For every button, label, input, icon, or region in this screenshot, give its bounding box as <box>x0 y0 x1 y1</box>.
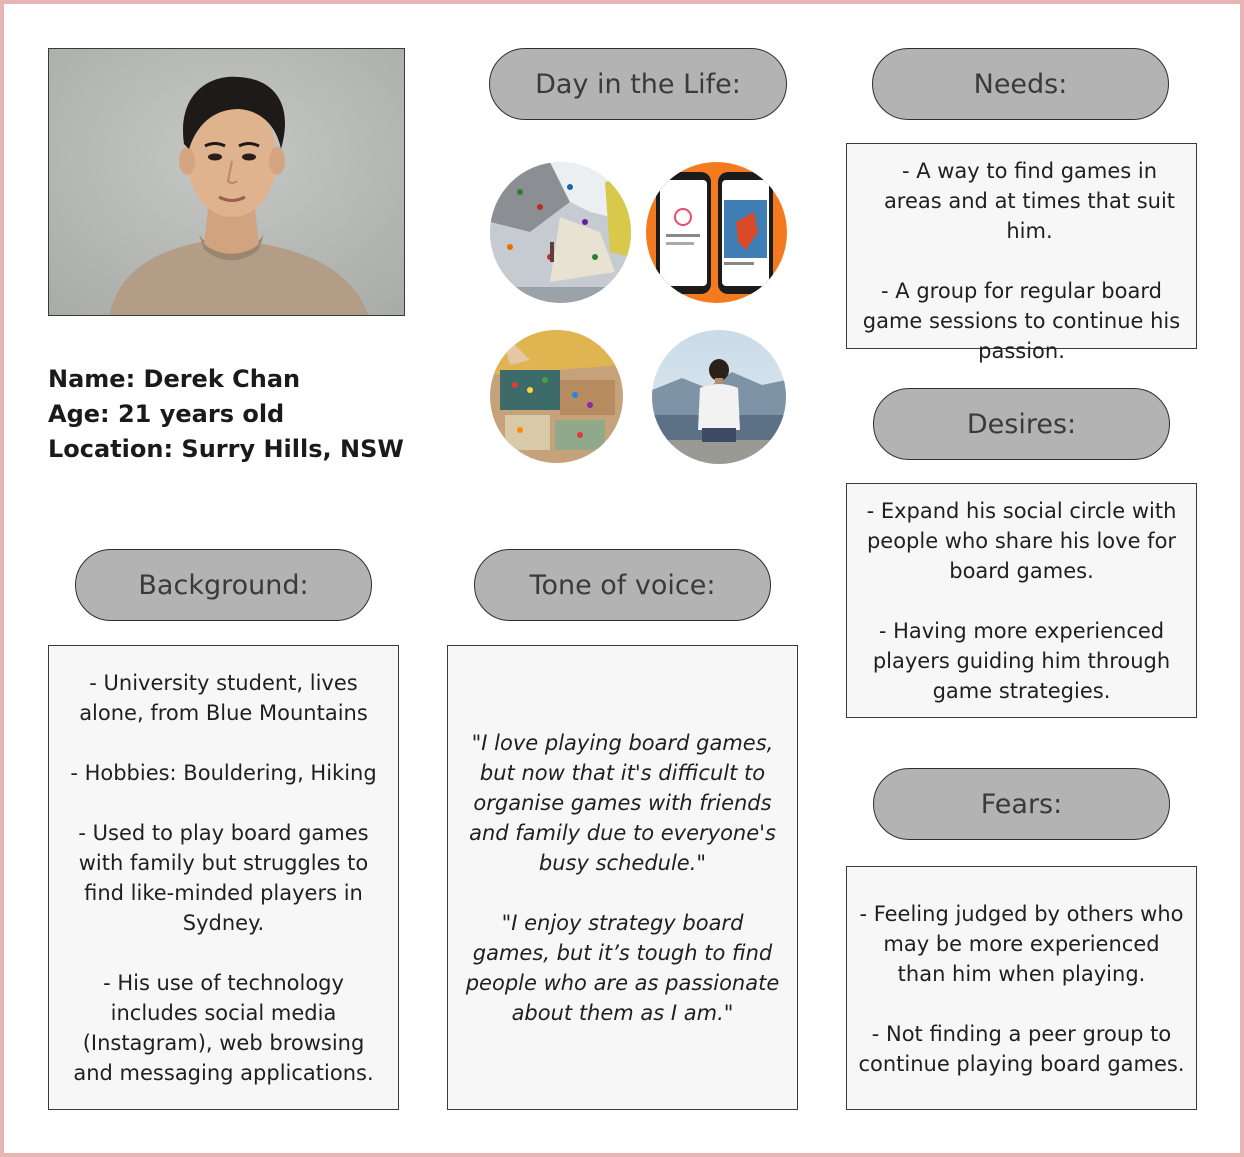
day-in-life-heading-label: Day in the Life: <box>535 68 741 100</box>
background-heading-label: Background: <box>138 569 309 601</box>
hiking-illustration <box>652 330 786 464</box>
day-in-life-heading <box>489 48 787 120</box>
desires-heading-label: Desires: <box>966 408 1077 440</box>
needs-item: - A way to find games in areas and at times that suit him. <box>883 159 1176 243</box>
desires-item: - Having more experienced players guiding him through game strategies. <box>872 619 1171 703</box>
bouldering-photo <box>490 162 631 303</box>
desires-box <box>846 483 1197 718</box>
tone-heading <box>474 549 771 621</box>
background-item: - University student, lives alone, from Blue Mountains <box>79 671 368 725</box>
fears-item: - Feeling judged by others who may be more experienced than him when playing. <box>859 902 1184 986</box>
background-item: - His use of technology includes social media (Instagram), web browsing and messaging applications. <box>73 971 374 1085</box>
persona-name: Name: Derek Chan <box>48 365 301 393</box>
board-game-illustration <box>490 330 623 463</box>
persona-location: Location: Surry Hills, NSW <box>48 435 404 463</box>
persona-portrait-photo <box>48 48 405 316</box>
tone-quote: "I enjoy strategy board games, but it’s tough to find people who are as passionate about them as I am." <box>465 911 780 1025</box>
needs-heading <box>872 48 1169 120</box>
bouldering-illustration <box>490 162 631 303</box>
persona-age: Age: 21 years old <box>48 400 285 428</box>
instagram-app-photo <box>646 162 787 303</box>
needs-item: - A group for regular board game sessions to continue his passion. <box>862 279 1181 363</box>
background-heading <box>75 549 372 621</box>
needs-heading-label: Needs: <box>973 68 1068 100</box>
fears-heading <box>873 768 1170 840</box>
board-game-photo <box>490 330 623 463</box>
tone-heading-label: Tone of voice: <box>529 569 716 601</box>
persona-details <box>48 362 404 467</box>
background-box <box>48 645 399 1110</box>
tone-quote: "I love playing board games, but now that it's difficult to organise games with friends and family due to everyone's busy schedule." <box>469 731 776 875</box>
desires-heading <box>873 388 1170 460</box>
instagram-illustration <box>646 162 787 303</box>
tone-box <box>447 645 798 1110</box>
desires-item: - Expand his social circle with people who share his love for board games. <box>866 499 1177 583</box>
hiking-photo <box>652 330 786 464</box>
fears-box <box>846 866 1197 1110</box>
fears-heading-label: Fears: <box>980 788 1063 820</box>
portrait-illustration <box>49 49 405 316</box>
background-item: - Used to play board games with family but struggles to find like-minded players in Sydney. <box>78 821 369 935</box>
needs-box <box>846 143 1197 363</box>
fears-item: - Not finding a peer group to continue playing board games. <box>858 1022 1185 1076</box>
background-item: - Hobbies: Bouldering, Hiking <box>70 761 377 785</box>
